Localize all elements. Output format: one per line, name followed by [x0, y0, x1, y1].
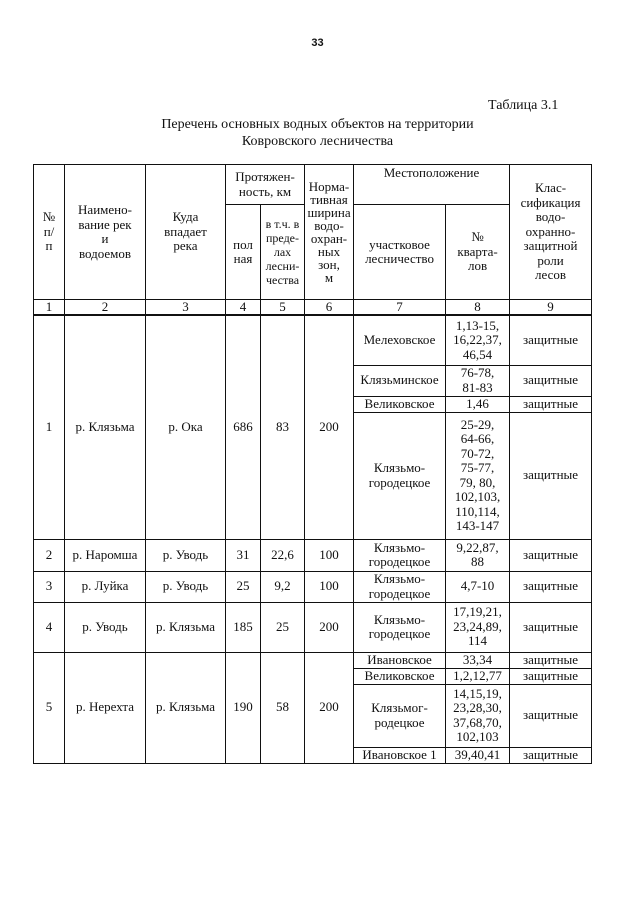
text-line: 88 [471, 554, 485, 569]
river-number-cell: 2 [34, 539, 65, 571]
river-number-cell: 1 [34, 315, 65, 539]
header-mouth [146, 165, 226, 300]
text-line: № [471, 229, 484, 245]
length-full-cell: 686 [226, 315, 261, 539]
river-number-cell: 5 [34, 652, 65, 763]
table-row [34, 602, 592, 652]
text-line: впадает [164, 223, 207, 239]
text-line: 102,103 [456, 729, 499, 744]
text-line: 4,7-10 [460, 578, 495, 594]
river-mouth-cell: р. Клязьма [146, 652, 226, 763]
text-line: и [101, 231, 109, 246]
text-line: в т.ч. в [265, 217, 300, 231]
protection-width-cell: 200 [305, 602, 354, 652]
text-line: преде- [265, 231, 300, 245]
text-line: Протяжен- [235, 169, 295, 184]
river-name-cell: р. Луйка [65, 571, 146, 602]
text-line: ная [233, 251, 253, 266]
column-numbers-row [34, 300, 592, 316]
length-full-cell: 185 [226, 602, 261, 652]
text-line: лесни- [265, 259, 300, 273]
table-header [34, 165, 592, 316]
text-line: вание рек [78, 216, 132, 232]
quarters-cell [446, 571, 510, 602]
text-line: городецкое [368, 474, 431, 490]
forestry-cell [354, 747, 446, 763]
forestry-cell [354, 668, 446, 684]
text-line: Норма- [308, 179, 350, 194]
text-line: 1,46 [466, 396, 489, 411]
length-within-cell: 58 [261, 652, 305, 763]
text-line: кварта- [457, 243, 498, 259]
text-line: река [173, 238, 198, 254]
text-line: Клас- [535, 180, 567, 196]
header-number [34, 165, 65, 300]
text-line: п [45, 238, 53, 254]
column-number: 2 [65, 300, 146, 316]
text-line: 25-29, [460, 416, 495, 432]
quarters-cell [446, 315, 510, 365]
text-line: м [324, 270, 334, 285]
table-row [34, 652, 592, 668]
text-line: охран- [310, 231, 348, 246]
column-number: 7 [354, 300, 446, 316]
classification-cell: защитные [510, 539, 592, 571]
text-line: 23,28,30, [453, 700, 502, 715]
forestry-cell [354, 396, 446, 412]
forestry-cell [354, 571, 446, 602]
classification-cell: защитные [510, 365, 592, 396]
header-protection-width [305, 165, 354, 300]
text-line: № [42, 209, 56, 225]
page-number: 33 [311, 37, 324, 49]
classification-cell: защитные [510, 315, 592, 365]
text-line: 102,103, [454, 489, 501, 504]
text-line: 17,19,21, [453, 604, 502, 620]
quarters-cell [446, 602, 510, 652]
text-line: водо- [314, 218, 344, 233]
table-body [34, 315, 592, 763]
text-line: Ивановское [367, 652, 432, 667]
river-name-cell: р. Наромша [65, 539, 146, 571]
text-line: 70-72, [460, 445, 495, 461]
text-line: 81-83 [462, 379, 493, 395]
text-line: лесничество [365, 251, 434, 266]
text-line: участковое [369, 236, 430, 252]
text-line: городецкое [368, 585, 431, 601]
quarters-cell [446, 365, 510, 396]
length-full-cell: 190 [226, 652, 261, 763]
table-label: Таблица 3.1 [488, 98, 559, 113]
text-line: чества [265, 273, 300, 287]
table-row [34, 571, 592, 602]
text-line: Ивановское 1 [362, 747, 437, 762]
header-classification [510, 165, 592, 300]
protection-width-cell: 100 [305, 539, 354, 571]
text-line: Клязьмог- [371, 700, 428, 715]
text-line: ширина [307, 205, 351, 220]
text-line: родецкое [374, 714, 425, 730]
length-within-cell: 25 [261, 602, 305, 652]
header-length-within [261, 205, 305, 300]
text-line: 114 [468, 633, 488, 649]
text-line: Клязьмо- [373, 539, 426, 555]
forestry-cell [354, 652, 446, 668]
length-within-cell: 22,6 [261, 539, 305, 571]
text-line: Великовское [364, 668, 435, 683]
text-line: ность, км [238, 183, 292, 199]
river-mouth-cell: р. Клязьма [146, 602, 226, 652]
forestry-cell [354, 602, 446, 652]
text-line: Великовское [364, 396, 435, 411]
river-name-cell: р. Нерехта [65, 652, 146, 763]
text-line: Клязьминское [360, 372, 439, 388]
header-location-group: Местоположение [354, 165, 510, 205]
classification-cell: защитные [510, 571, 592, 602]
river-mouth-cell: р. Уводь [146, 539, 226, 571]
text-line: 23,24,89, [453, 618, 502, 634]
text-line: охранно- [525, 223, 576, 239]
protection-width-cell: 200 [305, 652, 354, 763]
text-line: Наимено- [78, 202, 132, 217]
text-line: Клязьмо- [373, 611, 426, 627]
text-line: 37,68,70, [453, 714, 502, 730]
classification-cell: защитные [510, 652, 592, 668]
table-title [0, 116, 635, 150]
classification-cell: защитные [510, 602, 592, 652]
forestry-cell [354, 365, 446, 396]
title-line: Ковровского лесничества [241, 134, 394, 149]
text-line: 16,22,37, [453, 332, 502, 347]
quarters-cell [446, 668, 510, 684]
text-line: 1,2,12,77 [453, 668, 502, 683]
quarters-cell [446, 684, 510, 747]
river-mouth-cell: р. Уводь [146, 571, 226, 602]
text-line: 79, 80, [459, 474, 496, 490]
length-within-cell: 83 [261, 315, 305, 539]
forestry-cell [354, 315, 446, 365]
column-number: 1 [34, 300, 65, 316]
text-line: Клязьмо- [373, 460, 426, 475]
river-mouth-cell: р. Ока [146, 315, 226, 539]
text-line: 14,15,19, [453, 685, 502, 701]
river-number-cell: 4 [34, 602, 65, 652]
river-name-cell: р. Уводь [65, 602, 146, 652]
text-line: защитной [523, 238, 578, 254]
header-length-group [226, 165, 305, 205]
text-line: 64-66, [460, 431, 495, 446]
text-line: п/ [43, 223, 55, 239]
text-line: пол [233, 236, 253, 252]
text-line: 46,54 [462, 346, 493, 362]
text-line: роли [537, 252, 564, 268]
length-full-cell: 25 [226, 571, 261, 602]
text-line: тивная [310, 192, 348, 207]
forestry-cell [354, 539, 446, 571]
text-line: водо- [535, 209, 566, 225]
river-name-cell: р. Клязьма [65, 315, 146, 539]
forestry-cell [354, 684, 446, 747]
text-line: городецкое [368, 554, 431, 569]
header-length-full [226, 205, 261, 300]
quarters-cell [446, 412, 510, 539]
text-line: Куда [172, 209, 199, 225]
forestry-cell [354, 412, 446, 539]
text-line: ных [317, 244, 341, 259]
text-line: сификация [520, 194, 581, 210]
table-row [34, 315, 592, 365]
text-line: Клязьмо- [373, 571, 426, 586]
length-within-cell: 9,2 [261, 571, 305, 602]
text-line: 143-147 [455, 518, 500, 533]
text-line: водоемов [78, 245, 132, 261]
quarters-cell [446, 747, 510, 763]
text-line: 110,114, [455, 503, 500, 519]
table-row [34, 539, 592, 571]
text-line: зон, [318, 257, 340, 272]
protection-width-cell: 200 [305, 315, 354, 539]
text-line: городецкое [368, 626, 431, 641]
text-line: 39,40,41 [454, 747, 501, 762]
header-name [65, 165, 146, 300]
quarters-cell [446, 652, 510, 668]
river-number-cell: 3 [34, 571, 65, 602]
column-number: 9 [510, 300, 592, 316]
classification-cell: защитные [510, 668, 592, 684]
text-line: 1,13-15, [455, 317, 500, 333]
water-bodies-table [33, 164, 592, 764]
length-full-cell: 31 [226, 539, 261, 571]
text-line: лах [273, 245, 292, 259]
text-line: 9,22,87, [456, 539, 499, 555]
text-line: лесов [535, 267, 567, 283]
quarters-cell [446, 396, 510, 412]
header-quarters [446, 205, 510, 300]
header-forestry [354, 205, 446, 300]
classification-cell: защитные [510, 396, 592, 412]
protection-width-cell: 100 [305, 571, 354, 602]
column-number: 3 [146, 300, 226, 316]
column-number: 8 [446, 300, 510, 316]
text-line: 33,34 [462, 652, 493, 667]
classification-cell: защитные [510, 684, 592, 747]
classification-cell: защитные [510, 747, 592, 763]
quarters-cell [446, 539, 510, 571]
column-number: 4 [226, 300, 261, 316]
text-line: Мелеховское [363, 332, 436, 347]
classification-cell: защитные [510, 412, 592, 539]
text-line: 76-78, [460, 365, 495, 380]
text-line: лов [467, 258, 488, 274]
text-line: 75-77, [460, 460, 495, 475]
column-number: 5 [261, 300, 305, 316]
title-line: Перечень основных водных объектов на территории [161, 117, 474, 132]
column-number: 6 [305, 300, 354, 316]
